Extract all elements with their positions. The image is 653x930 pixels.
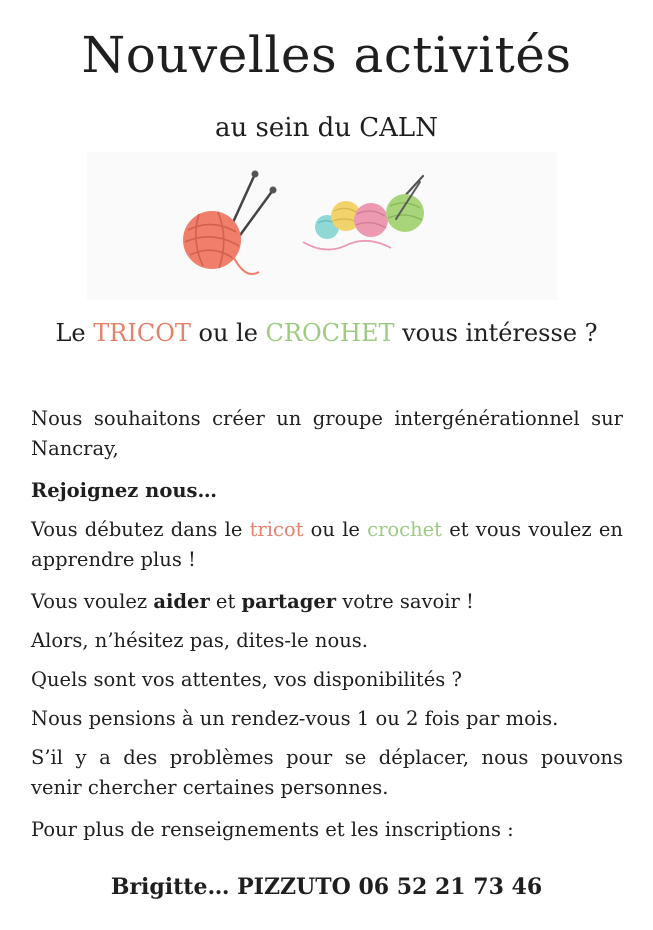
paragraph-join: Rejoignez nous… bbox=[31, 479, 218, 502]
help-partager: partager bbox=[241, 590, 337, 613]
beginner-tricot: tricot bbox=[249, 518, 304, 541]
tagline-tricot: TRICOT bbox=[93, 319, 191, 347]
paragraph-frequency: Nous pensions à un rendez-vous 1 ou 2 fois par mois. bbox=[31, 707, 559, 730]
beginner-text-b: ou le bbox=[303, 518, 368, 541]
contact-line: Brigitte… PIZZUTO 06 52 21 73 46 bbox=[110, 874, 543, 900]
page-title: Nouvelles activités bbox=[81, 26, 572, 84]
paragraph-intro: Nous souhaitons créer un groupe intergénérationnel sur Nancray, bbox=[31, 407, 623, 460]
paragraph-expectations: Quels sont vos attentes, vos disponibilités ? bbox=[31, 668, 462, 691]
tagline-prefix: Le bbox=[55, 319, 94, 347]
paragraph-info: Pour plus de renseignements et les inscriptions : bbox=[31, 818, 514, 841]
page-subtitle: au sein du CALN bbox=[215, 113, 438, 143]
beginner-text-c: et vous voulez en apprendre plus ! bbox=[31, 518, 623, 571]
help-text-a: Vous voulez bbox=[31, 590, 154, 613]
help-aider: aider bbox=[153, 590, 210, 613]
tagline bbox=[0, 316, 653, 350]
help-text-b: et bbox=[209, 590, 242, 613]
yarn-ball-with-needles-icon bbox=[183, 171, 277, 275]
colorful-yarn-balls-with-crochet-hook-icon bbox=[303, 176, 424, 250]
paragraph-help bbox=[31, 587, 623, 617]
paragraph-transport: S’il y a des problèmes pour se déplacer, nous pouvons venir chercher certaines personnes. bbox=[31, 746, 623, 799]
body-text bbox=[31, 404, 623, 857]
tagline-suffix: vous intéresse ? bbox=[394, 319, 598, 347]
beginner-crochet: crochet bbox=[367, 518, 443, 541]
help-text-c: votre savoir ! bbox=[336, 590, 474, 613]
tagline-middle: ou le bbox=[190, 319, 266, 347]
tagline-crochet: CROCHET bbox=[265, 319, 395, 347]
knitting-illustration bbox=[87, 152, 557, 300]
paragraph-beginner bbox=[31, 515, 623, 575]
beginner-text-a: Vous débutez dans le bbox=[31, 518, 250, 541]
paragraph-hesitate: Alors, n’hésitez pas, dites-le nous. bbox=[31, 629, 368, 652]
